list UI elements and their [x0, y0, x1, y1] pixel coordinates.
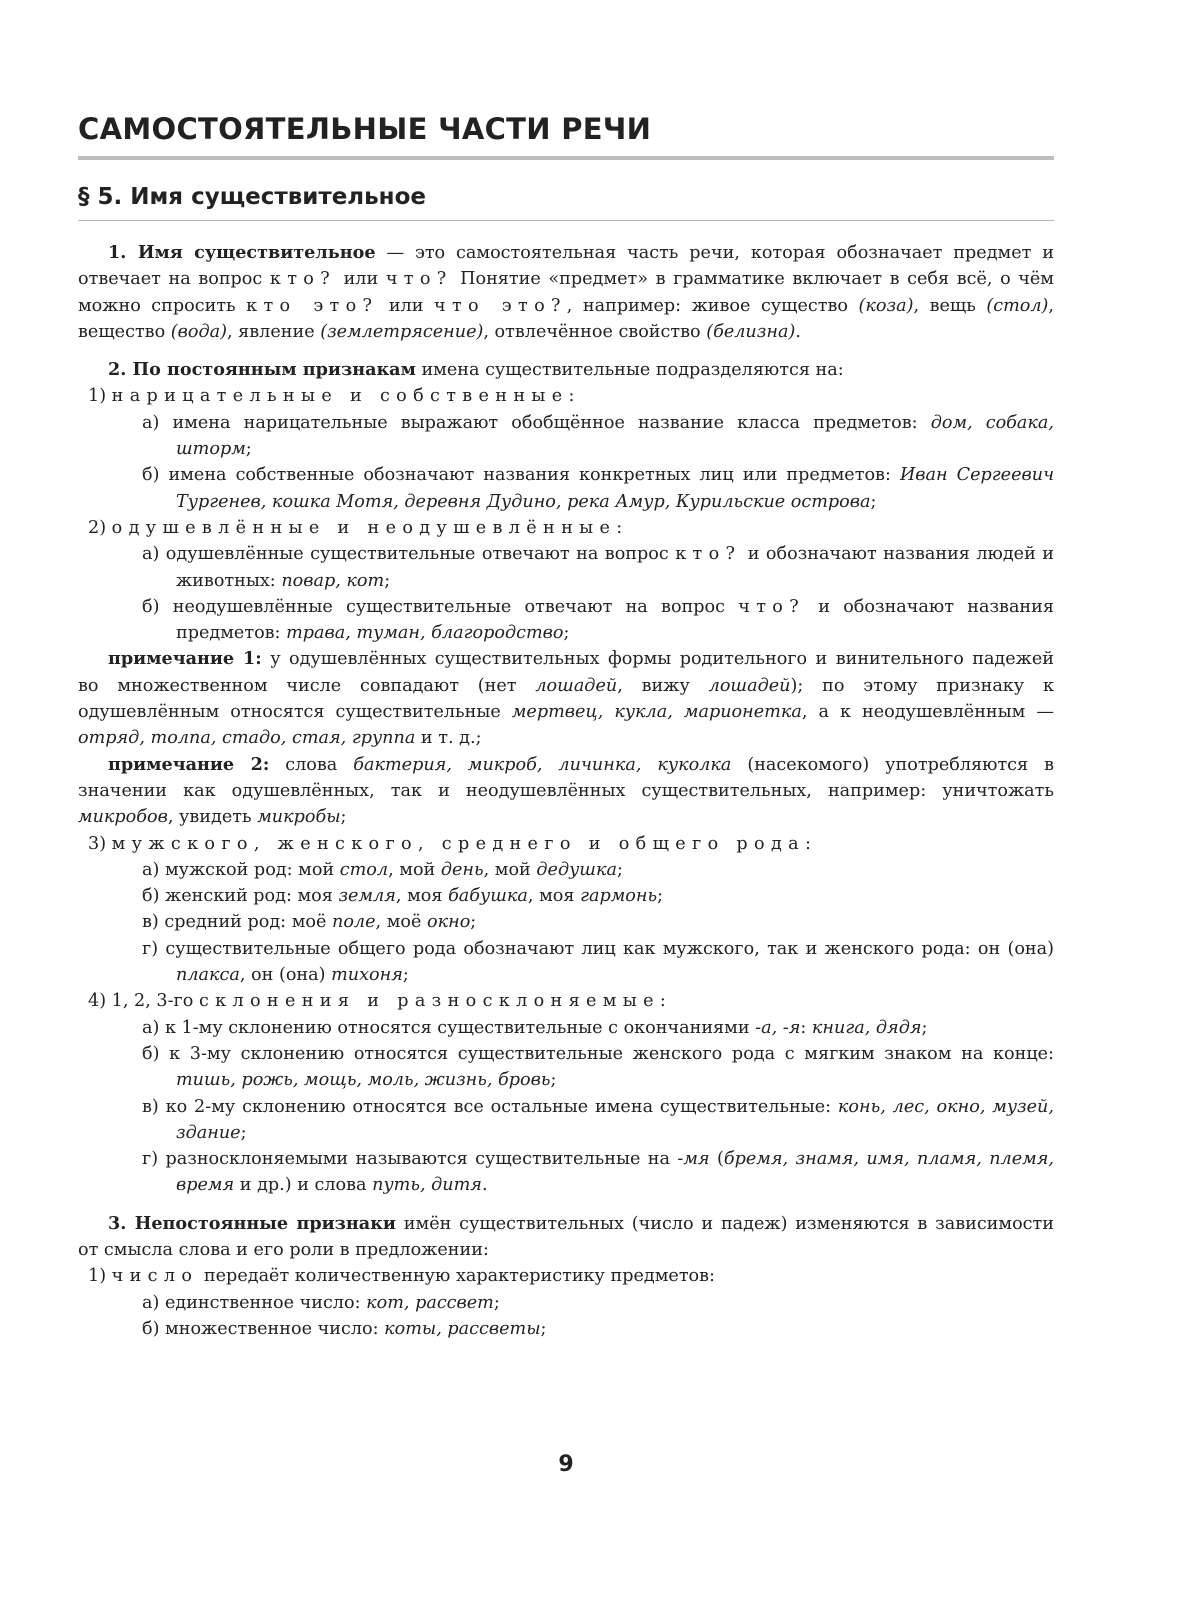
example: -а, -я [755, 1017, 801, 1038]
text: ; [340, 807, 347, 828]
text: и обозначают названия предметов: [176, 596, 1054, 644]
spaced-term: мужского, женского, среднего и общего рода [111, 833, 805, 854]
text: , вещество [78, 295, 1055, 342]
list-subitem-1a [78, 410, 1054, 463]
note-2 [78, 752, 1054, 831]
text: , вещь [913, 295, 987, 316]
text: слова [269, 754, 354, 775]
page-body [78, 240, 1054, 1342]
example: бремя, знамя, имя, пламя, племя, время [176, 1149, 1055, 1196]
example: тихоня [331, 965, 403, 986]
question-word: что? [738, 596, 805, 617]
term: Имя существительное [137, 242, 376, 263]
list-subitem-3c [78, 909, 1054, 935]
text: а) мужской род: мой [142, 859, 340, 880]
text: : [616, 517, 623, 538]
spaced-term: склонения и разносклоняемые [198, 991, 660, 1012]
example: отряд, толпа, стадо, стая, группа [78, 728, 416, 749]
text: г) разносклоняемыми называются существительные на [142, 1149, 678, 1170]
example: конь, лес, окно, музей, здание [176, 1096, 1054, 1143]
text: Понятие «предмет» в грамматике включает в себя всё, о чём можно спросить [78, 269, 1054, 316]
example: (землетрясение) [320, 321, 484, 342]
list-subitem-1b [78, 462, 1054, 515]
paragraph-number: 2. [108, 359, 133, 381]
text: ; [402, 965, 409, 986]
list-subitem-4d [78, 1146, 1054, 1199]
example: лошадей [535, 675, 618, 696]
text: : [804, 833, 811, 854]
section-divider [78, 220, 1054, 221]
list-item-number-feature [78, 1263, 1054, 1289]
note-label: примечание 2: [108, 753, 270, 775]
text: ; [384, 570, 391, 591]
text: и др.) и слова [234, 1175, 373, 1196]
text: в) средний род: моё [142, 912, 332, 933]
example: поле [331, 912, 376, 933]
text: а) к 1-му склонению относятся существительные с окончаниями [142, 1017, 756, 1038]
text: ; [616, 859, 623, 880]
title-divider [78, 156, 1054, 160]
example: лошадей [708, 675, 791, 696]
example: плакса [176, 965, 240, 986]
example: кот, рассвет [366, 1292, 494, 1313]
text: а) одушевлённые существительные отвечают на вопрос [142, 544, 676, 565]
text: б) имена собственные обозначают названия конкретных лиц или предметов: [142, 465, 900, 486]
text: а) имена нарицательные выражают обобщённое название класса предметов: [142, 412, 931, 433]
example: микробов [78, 807, 168, 828]
example: день [440, 859, 484, 880]
text: , увидеть [167, 807, 258, 828]
text: : [659, 991, 666, 1012]
text: ; [470, 912, 477, 933]
spaced-term: одушевлённые и неодушевлённые [111, 517, 617, 538]
text: , мой [388, 859, 441, 880]
text: ; [563, 623, 570, 644]
section-heading: § 5. Имя существительное [78, 184, 426, 210]
text: , он (она) [239, 965, 332, 986]
spaced-term: число [111, 1266, 199, 1287]
text: г) существительные общего рода обозначают лиц как мужского, так и женского рода: он (она) [142, 938, 1054, 959]
text: б) женский род: моя [142, 886, 339, 907]
example: мертвец, кукла, марионетка [511, 702, 802, 723]
text: или [335, 269, 386, 290]
text: а) единственное число: [142, 1292, 367, 1313]
text: ; [245, 439, 252, 460]
example: трава, туман, благородство [286, 623, 564, 644]
text: , вижу [617, 675, 709, 696]
text: (насекомого) употребляются в значении как одушевлённых, так и неодушевлённых существительных, например: уничтожать [78, 754, 1054, 801]
text: ; [493, 1292, 500, 1313]
example: повар, кот [281, 570, 385, 591]
question-word: что это? [433, 295, 567, 316]
text: ; [870, 491, 877, 512]
example: окно [427, 912, 471, 933]
text: — это самостоятельная часть речи, которая обозначает предмет и отвечает на вопрос [78, 243, 1054, 290]
page-number: 9 [558, 1452, 574, 1477]
text: . [795, 321, 801, 342]
example: бабушка [448, 886, 528, 907]
list-subitem-2a [78, 541, 1054, 594]
example: (коза) [858, 295, 914, 316]
example: (стол) [986, 295, 1049, 316]
text: , а к неодушевлённым — [801, 702, 1054, 723]
text: ; [240, 1122, 247, 1143]
example: (вода) [170, 321, 227, 342]
text: , явление [226, 321, 321, 342]
text: передаёт количественную характеристику предметов: [198, 1266, 715, 1287]
text: , мой [483, 859, 537, 880]
list-item-2 [78, 515, 1054, 541]
text: б) неодушевлённые существительные отвечают на вопрос [142, 596, 739, 617]
page-title: САМОСТОЯТЕЛЬНЫЕ ЧАСТИ РЕЧИ [78, 112, 652, 146]
text: в) ко 2-му склонению относятся все остальные имена существительные: [142, 1096, 838, 1117]
example: стол [339, 859, 389, 880]
question-word: кто? [675, 544, 742, 565]
list-subitem-2b [78, 594, 1054, 647]
item-number: 1) [88, 1266, 112, 1287]
paragraph-number: 1. [108, 242, 138, 263]
text: ; [921, 1017, 928, 1038]
paragraph-1 [78, 240, 1054, 345]
example: дом, собака, шторм [176, 412, 1054, 460]
paragraph-3 [78, 1211, 1054, 1264]
text: б) множественное число: [142, 1318, 385, 1339]
text: ; [550, 1070, 557, 1091]
text: . [481, 1175, 488, 1196]
question-word: кто? [269, 269, 336, 290]
text: и обозначают названия людей и животных: [176, 544, 1054, 591]
item-number: 4) [88, 991, 112, 1012]
example: путь, дитя [372, 1175, 482, 1196]
list-subitem-plural [78, 1316, 1054, 1342]
example: -мя [677, 1149, 710, 1170]
paragraph-2 [78, 357, 1054, 383]
text: : [568, 386, 575, 407]
text: или [378, 295, 434, 316]
example: (белизна) [706, 321, 796, 342]
text: , моя [395, 886, 449, 907]
note-1 [78, 646, 1054, 751]
text: имён существительных (число и падеж) изменяются в зависимости от смысла слова и его роли в предложении: [78, 1213, 1054, 1260]
text: ; [657, 886, 663, 907]
paragraph-number: 3. [108, 1212, 135, 1234]
example: коты, рассветы [384, 1318, 541, 1339]
text: 1, 2, 3-го [111, 991, 199, 1012]
list-subitem-4b [78, 1041, 1054, 1094]
list-item-4 [78, 988, 1054, 1014]
example: земля [338, 886, 396, 907]
list-item-3 [78, 831, 1054, 857]
item-number: 3) [88, 833, 112, 854]
text: у одушевлённых существительных формы родительного и винительного падежей во множественном числе совпадают (нет [78, 649, 1054, 696]
list-item-1 [78, 383, 1054, 409]
item-number: 2) [88, 517, 112, 538]
example: Иван Сергеевич Тургенев, кошка Мотя, деревня Дудино, река Амур, Курильские острова [176, 465, 1055, 512]
text: ); по этому признаку к одушевлённым относятся существительные [78, 675, 1054, 723]
text: , например: живое существо [566, 295, 859, 316]
list-subitem-3b [78, 883, 1054, 909]
term: По постоянным признакам [132, 359, 416, 381]
list-subitem-singular [78, 1290, 1054, 1316]
list-subitem-4c [78, 1094, 1054, 1147]
text: : [800, 1017, 812, 1038]
list-subitem-4a [78, 1015, 1054, 1041]
example: дедушка [536, 859, 617, 880]
example: гармонь [580, 886, 658, 907]
text: , моя [527, 886, 581, 907]
text: имена существительные подразделяются на: [415, 360, 844, 381]
text: б) к 3-му склонению относятся существительные женского рода с мягким знаком на конце: [142, 1043, 1054, 1064]
spaced-term: нарицательные и собственные [111, 386, 569, 407]
text: , отвлечённое свойство [483, 321, 707, 342]
term: Непостоянные признаки [134, 1212, 396, 1234]
item-number: 1) [88, 386, 112, 407]
list-subitem-3d [78, 936, 1054, 989]
text: , моё [375, 912, 427, 933]
text: ( [709, 1149, 724, 1170]
example: микробы [257, 807, 341, 828]
question-word: кто это? [246, 295, 379, 316]
text: и т. д.; [415, 728, 482, 749]
question-word: что? [385, 269, 453, 290]
note-label: примечание 1: [108, 648, 262, 670]
example: книга, дядя [811, 1017, 922, 1038]
example: тишь, рожь, мощь, моль, жизнь, бровь [176, 1070, 551, 1091]
example: бактерия, микроб, личинка, куколка [353, 754, 732, 775]
text: ; [540, 1318, 547, 1339]
list-subitem-3a [78, 857, 1054, 883]
